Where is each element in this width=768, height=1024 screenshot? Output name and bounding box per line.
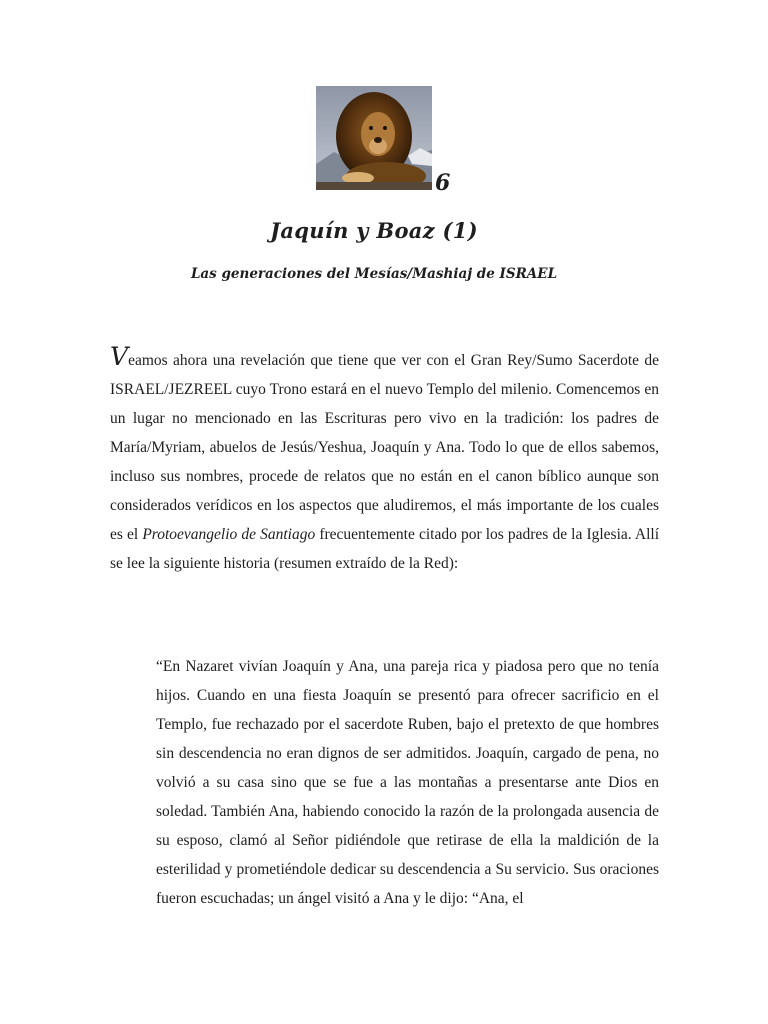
body-text-end: frecuentemente citado por los padres de la Iglesia. Allí se lee la siguiente historia (resumen extraído de la Red): [110, 526, 660, 572]
chapter-number: 6 [435, 170, 451, 196]
page-subtitle: Las generaciones del Mesías/Mashiaj de ISRAEL [190, 266, 558, 282]
lion-image [316, 86, 432, 190]
quote-paragraph: “En Nazaret vivían Joaquín y Ana, una pareja rica y piadosa pero que no tenía hijos. Cuando en una fiesta Joaquín se presentó para ofrecer sacrificio en el Templo, fue rechazado por el sacerdote Ruben, bajo el pretexto de que hombres sin descendencia no eran dignos de ser admitidos. Joaquín, cargado de pena, no volvió a su casa sino que se fue a las montañas a presentarse ante Dios en soledad. También Ana, habiendo conocido la razón de la prolongada ausencia de su esposo, clamó al Señor pidiéndole que retirase de ella la maldición de la esterilidad y prometiéndole dedicar su descendencia a Su servicio. Sus oraciones fueron escuchadas; un ángel visitó a Ana y le dijo: “Ana, el [156, 658, 659, 907]
page-title: Jaquín y Boaz (1) [270, 218, 478, 243]
drop-cap: V [110, 342, 129, 371]
body-paragraph [110, 342, 660, 578]
lion-photo-icon [316, 86, 432, 190]
body-italic-title: Protoevangelio de Santiago [142, 526, 316, 543]
body-text-start: eamos ahora una revelación que tiene que ver con el Gran Rey/Sumo Sacerdote de ISRAEL/JEZREEL cuyo Trono estará en el nuevo Templo del milenio. Comencemos en un lugar no mencionado en las Escrituras pero vivo en la tradición: los padres de María/Myriam, abuelos de Jesús/Yeshua, Joaquín y Ana. Todo lo que de ellos sabemos, incluso sus nombres, procede de relatos que no están en el canon bíblico aunque son considerados verídicos en los aspectos que aludiremos, el más importante de los cuales es el [110, 352, 659, 543]
